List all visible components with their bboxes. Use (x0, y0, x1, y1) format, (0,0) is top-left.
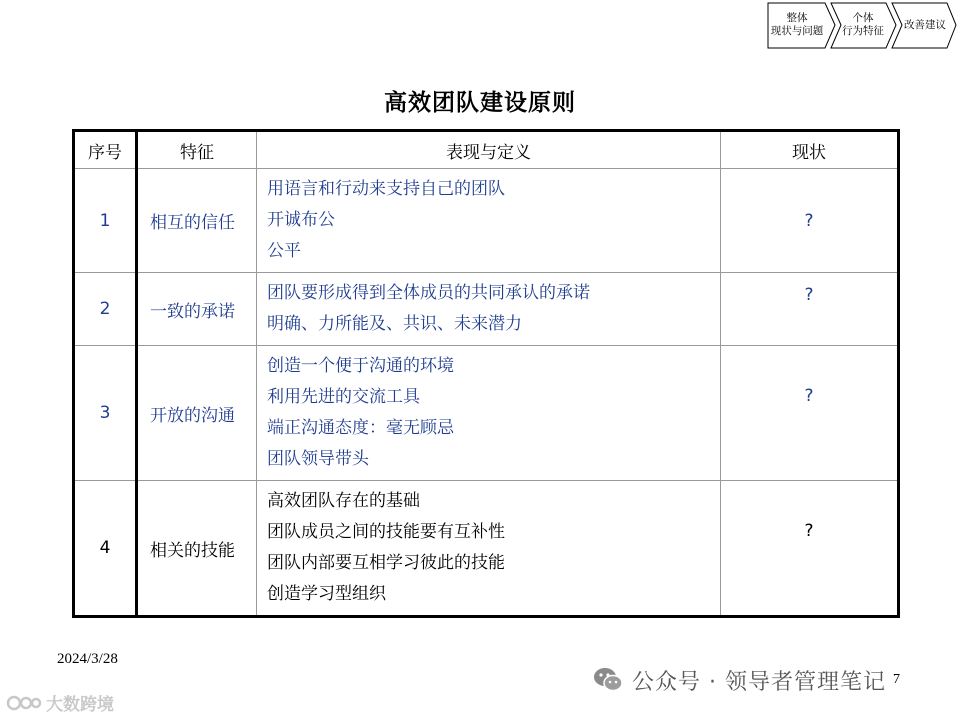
row-definitions (257, 481, 721, 617)
principles-table (72, 129, 900, 618)
table-row (74, 481, 899, 617)
header-feature: 特征 (137, 131, 257, 169)
wechat-watermark (592, 664, 886, 696)
table-header-row (74, 131, 899, 169)
table-row (74, 169, 899, 273)
row-status: ? (721, 169, 899, 273)
wechat-watermark-text: 公众号 · 领导者管理笔记 (632, 669, 886, 695)
row-number: 2 (74, 273, 137, 346)
table-row (74, 273, 899, 346)
definition-item: 团队要形成得到全体成员的共同承认的承诺 (267, 283, 590, 303)
row-definitions (257, 346, 721, 481)
footer-date: 2024/3/28 (57, 651, 118, 667)
definition-item: 公平 (267, 241, 301, 261)
definition-item: 团队成员之间的技能要有互补性 (267, 522, 505, 542)
row-status: ? (721, 273, 899, 346)
row-status: ? (721, 481, 899, 617)
definition-item: 高效团队存在的基础 (267, 491, 420, 511)
page-title: 高效团队建设原则 (384, 90, 576, 116)
definition-item: 利用先进的交流工具 (267, 387, 420, 407)
corner-watermark-text: 大数跨境 (46, 695, 114, 715)
row-status: ? (721, 346, 899, 481)
breadcrumb-item-individual[interactable]: 个体 行为特征 (842, 12, 884, 37)
definition-item: 开诚布公 (267, 210, 335, 230)
row-feature: 开放的沟通 (137, 346, 257, 481)
header-number: 序号 (74, 131, 137, 169)
page-number: 7 (893, 672, 900, 687)
definition-item: 端正沟通态度：毫无顾忌 (267, 418, 454, 438)
definition-item: 明确、力所能及、共识、未来潜力 (267, 314, 522, 334)
definition-item: 创造一个便于沟通的环境 (267, 356, 454, 376)
wechat-icon (592, 664, 624, 696)
row-feature: 相互的信任 (137, 169, 257, 273)
definition-item: 创造学习型组织 (267, 584, 386, 604)
row-feature: 一致的承诺 (137, 273, 257, 346)
definition-item: 用语言和行动来支持自己的团队 (267, 179, 505, 199)
table-row (74, 346, 899, 481)
definition-item: 团队内部要互相学习彼此的技能 (267, 553, 505, 573)
corner-watermark (6, 690, 114, 715)
definition-item: 团队领导带头 (267, 449, 369, 469)
brand-logo-icon (6, 694, 42, 712)
breadcrumb (767, 2, 957, 50)
header-definition: 表现与定义 (257, 131, 721, 169)
row-feature: 相关的技能 (137, 481, 257, 617)
row-definitions (257, 273, 721, 346)
row-definitions (257, 169, 721, 273)
breadcrumb-item-suggestions[interactable]: 改善建议 (904, 18, 946, 31)
header-status: 现状 (721, 131, 899, 169)
row-number: 4 (74, 481, 137, 617)
breadcrumb-item-overall[interactable]: 整体 现状与问题 (770, 12, 824, 37)
row-number: 1 (74, 169, 137, 273)
row-number: 3 (74, 346, 137, 481)
